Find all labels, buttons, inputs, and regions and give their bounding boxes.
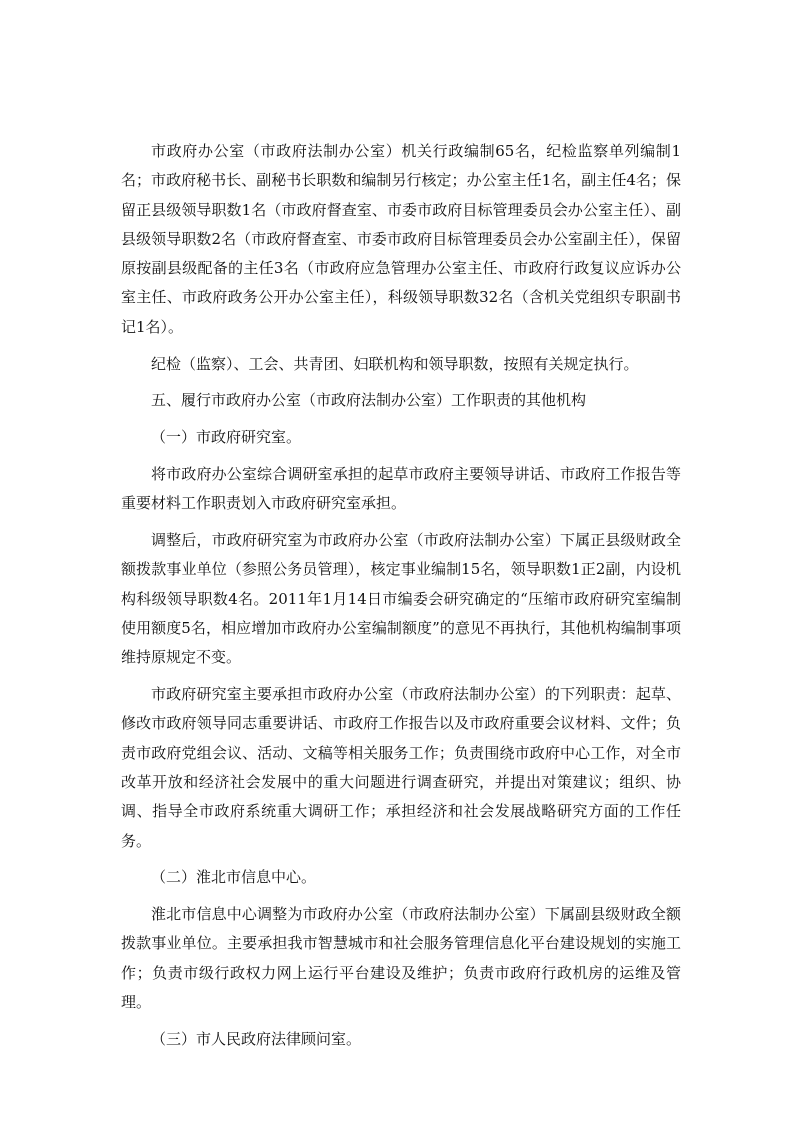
paragraph-info-center: 淮北市信息中心调整为市政府办公室（市政府法制办公室）下属副县级财政全额拨款事业单位。主要承担我市智慧城市和社会服务管理信息化平台建设规划的实施工作；负责市级行政权力网上运行平台建设及维护；负责市政府行政机房的运维及管理。 xyxy=(121,905,681,1012)
paragraph-staffing: 市政府办公室（市政府法制办公室）机关行政编制65名，纪检监察单列编制1名；市政府秘书长、副秘书长职数和编制另行核定；办公室主任1名，副主任4名；保留正县级领导职数1名（市政府督查室、市委市政府目标管理委员会办公室主任）、副县级领导职数2名（市政府督查室、市委市政府目标管理委员会办公室副主任），保留原按副县级配备的主任3名（市政府应急管理办公室主任、市政府行政复议应诉办公室主任、市政府政务公开办公室主任），科级领导职数32名（含机关党组织专职副书记1名）。 xyxy=(121,142,681,336)
subsection-heading-3: （三）市人民政府法律顾问室。 xyxy=(151,1029,362,1048)
subsection-heading-1: （一）市政府研究室。 xyxy=(151,428,302,447)
paragraph-discipline: 纪检（监察）、工会、共青团、妇联机构和领导职数，按照有关规定执行。 xyxy=(151,354,639,373)
paragraph-research-adjustment: 调整后，市政府研究室为市政府办公室（市政府法制办公室）下属正县级财政全额拨款事业单位（参照公务员管理），核定事业编制15名，领导职数1正2副，内设机构科级领导职数4名。2011年1月14日市编委会研究确定的“压缩市政府研究室编制使用额度5名，相应增加市政府办公室编制额度”的意见不再执行，其他机构编制事项维持原规定不变。 xyxy=(121,531,681,667)
subsection-heading-2: （二）淮北市信息中心。 xyxy=(151,868,317,887)
section-heading-5: 五、履行市政府办公室（市政府法制办公室）工作职责的其他机构 xyxy=(151,391,587,410)
paragraph-research-transfer: 将市政府办公室综合调研室承担的起草市政府主要领导讲话、市政府工作报告等重要材料工作职责划入市政府研究室承担。 xyxy=(121,464,681,513)
paragraph-research-duties: 市政府研究室主要承担市政府办公室（市政府法制办公室）的下列职责：起草、修改市政府领导同志重要讲话、市政府工作报告以及市政府重要会议材料、文件；负责市政府党组会议、活动、文稿等相关服务工作；负责围绕市政府中心工作，对全市改革开放和经济社会发展中的重大问题进行调查研究，并提出对策建议；组织、协调、指导全市政府系统重大调研工作；承担经济和社会发展战略研究方面的工作任务。 xyxy=(121,685,681,850)
document-body xyxy=(121,137,681,1054)
